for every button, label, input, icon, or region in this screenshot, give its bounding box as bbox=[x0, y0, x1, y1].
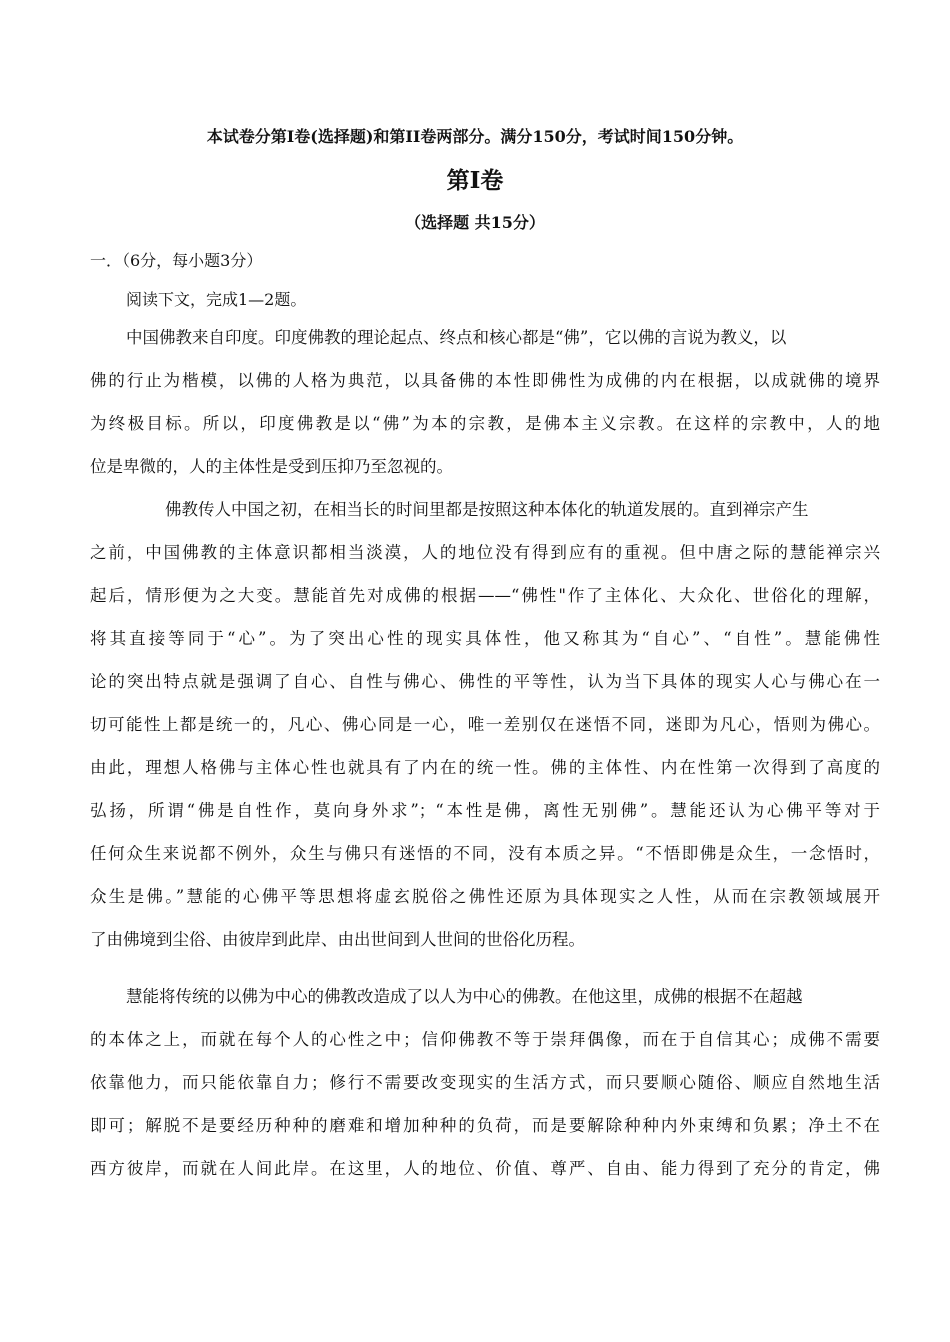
passage-line: 由此，理想人格佛与主体心性也就具有了内在的统一性。佛的主体性、内在性第一次得到了高度的 bbox=[90, 758, 880, 777]
passage-line: 依靠他力，而只能依靠自力；修行不需要改变现实的生活方式，而只要顺心随俗、顺应自然地生活 bbox=[90, 1073, 880, 1092]
passage-line: 将其直接等同于“心”。为了突出心性的现实具体性，他又称其为“自心”、“自性”。慧能佛性 bbox=[90, 629, 880, 648]
reading-instruction: 阅读下文，完成1—2题。 bbox=[126, 290, 307, 309]
passage-line: 论的突出特点就是强调了自心、自性与佛心、佛性的平等性，认为当下具体的现实人心与佛心在一 bbox=[90, 672, 880, 691]
passage-line: 西方彼岸，而就在人间此岸。在这里，人的地位、价值、尊严、自由、能力得到了充分的肯定，佛 bbox=[90, 1159, 880, 1178]
passage-line: 为终极目标。所以，印度佛教是以“佛”为本的宗教，是佛本主义宗教。在这样的宗教中，人的地 bbox=[90, 414, 880, 433]
exam-intro: 本试卷分第Ⅰ卷(选择题)和第II卷两部分。满分150分，考试时间150分钟。 bbox=[206, 127, 744, 146]
passage-line: 起后，情形便为之大变。慧能首先对成佛的根据——“佛性"作了主体化、大众化、世俗化的理解， bbox=[90, 586, 880, 605]
page-title: 第Ⅰ卷 bbox=[446, 167, 504, 194]
page-subtitle: （选择题 共15分） bbox=[405, 213, 545, 232]
passage-line: 了由佛境到尘俗、由彼岸到此岸、由出世间到人世间的世俗化历程。 bbox=[90, 930, 585, 949]
passage-line: 之前，中国佛教的主体意识都相当淡漠，人的地位没有得到应有的重视。但中唐之际的慧能禅宗兴 bbox=[90, 543, 880, 562]
section-heading: 一．（6分，每小题3分） bbox=[90, 251, 263, 270]
passage-line: 佛教传人中国之初，在相当长的时间里都是按照这种本体化的轨道发展的。直到禅宗产生 bbox=[165, 500, 809, 519]
passage-line: 即可；解脱不是要经历种种的磨难和增加种种的负荷，而是要解除种种内外束缚和负累；净土不在 bbox=[90, 1116, 880, 1135]
passage-line: 慧能将传统的以佛为中心的佛教改造成了以人为中心的佛教。在他这里，成佛的根据不在超越 bbox=[126, 987, 803, 1006]
passage-line: 切可能性上都是统一的，凡心、佛心同是一心，唯一差别仅在迷悟不同，迷即为凡心，悟则为佛心。 bbox=[90, 715, 880, 734]
passage-line: 的本体之上，而就在每个人的心性之中；信仰佛教不等于崇拜偶像，而在于自信其心；成佛不需要 bbox=[90, 1030, 880, 1049]
passage-line: 中国佛教来自印度。印度佛教的理论起点、终点和核心都是“佛”，它以佛的言说为教义，以 bbox=[126, 328, 787, 347]
passage-line: 弘扬，所谓“佛是自性作，莫向身外求”；“本性是佛，离性无别佛”。慧能还认为心佛平等对于 bbox=[90, 801, 880, 820]
passage-line: 佛的行止为楷模，以佛的人格为典范，以具备佛的本性即佛性为成佛的内在根据，以成就佛的境界 bbox=[90, 371, 880, 390]
passage-line: 位是卑微的，人的主体性是受到压抑乃至忽视的。 bbox=[90, 457, 453, 476]
passage-line: 任何众生来说都不例外，众生与佛只有迷悟的不同，没有本质之异。“不悟即佛是众生，一念悟时， bbox=[90, 844, 880, 863]
passage-line: 众生是佛。”慧能的心佛平等思想将虚玄脱俗之佛性还原为具体现实之人性，从而在宗教领域展开 bbox=[90, 887, 880, 906]
